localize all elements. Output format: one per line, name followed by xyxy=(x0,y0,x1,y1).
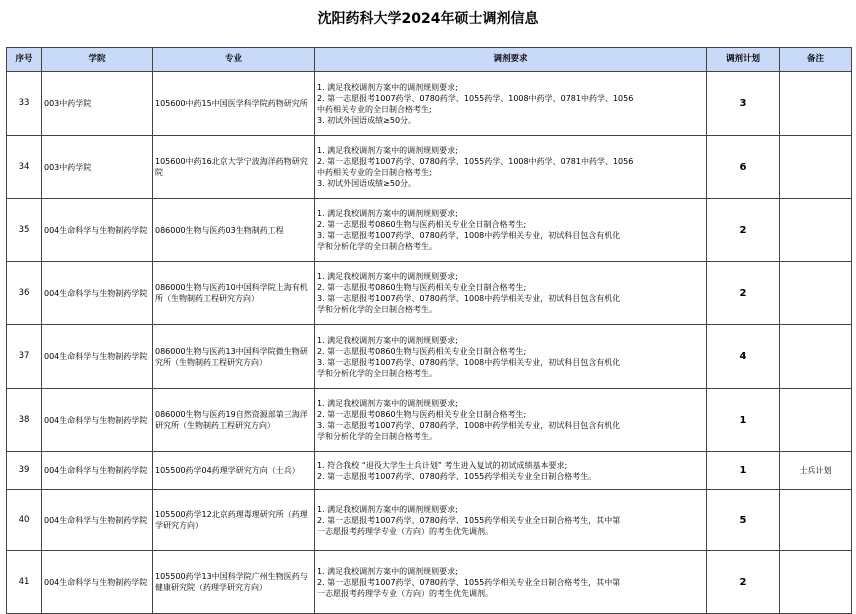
requirement-line: 3. 第一志愿报考1007药学、0780药学、1008中药学相关专业，初试科目包含有机化 xyxy=(317,421,621,430)
requirement-line: 2. 第一志愿报考1007药学、0780药学、1055药学相关专业全日制合格考生。 xyxy=(317,471,597,481)
requirement-line: 1. 满足我校调剂方案中的调剂规则要求; xyxy=(317,82,458,92)
major-cell: 105600中药15中国医学科学院药物研究所 xyxy=(153,72,315,136)
table-body xyxy=(7,72,852,614)
major-cell: 105500药学04药理学研究方向（士兵） xyxy=(153,452,315,490)
table-row xyxy=(7,136,852,199)
major-cell: 105600中药16北京大学宁波海洋药物研究院 xyxy=(153,136,315,199)
table-row xyxy=(7,389,852,452)
adjustment-table xyxy=(6,47,852,614)
table-row xyxy=(7,325,852,389)
note-cell xyxy=(780,136,852,199)
row-number: 33 xyxy=(7,72,42,136)
major-cell: 086000生物与医药13中国科学院微生物研究所（生物制药工程研究方向） xyxy=(153,325,315,389)
requirement-line: 一志愿报考药理学专业（方向）的考生优先调剂。 xyxy=(317,588,493,598)
major-cell: 105500药学12北京药理毒理研究所（药理学研究方向） xyxy=(153,490,315,551)
header-no: 序号 xyxy=(7,48,42,72)
requirement-line: 1. 符合我校 “退役大学生士兵计划” 考生进入复试的初试成绩基本要求; xyxy=(317,460,568,470)
requirement-line: 1. 满足我校调剂方案中的调剂规则要求; xyxy=(317,146,458,155)
college-cell: 004生命科学与生物制药学院 xyxy=(42,551,153,614)
row-number: 37 xyxy=(7,325,42,389)
plan-count: 2 xyxy=(707,551,780,614)
header-note: 备注 xyxy=(780,48,852,72)
table-row xyxy=(7,490,852,551)
requirement-line: 3. 第一志愿报考1007药学、0780药学、1008中药学相关专业，初试科目包含有机化 xyxy=(317,294,621,303)
requirement-line: 3. 第一志愿报考1007药学、0780药学、1008中药学相关专业，初试科目包含有机化 xyxy=(317,357,621,367)
requirement-line: 1. 满足我校调剂方案中的调剂规则要求; xyxy=(317,209,458,218)
requirement-line: 2. 第一志愿报考0860生物与医药相关专业全日制合格考生; xyxy=(317,220,527,229)
row-number: 39 xyxy=(7,452,42,490)
requirement-line: 一志愿报考药理学专业（方向）的考生优先调剂。 xyxy=(317,526,493,536)
note-cell xyxy=(780,490,852,551)
header-major: 专业 xyxy=(153,48,315,72)
requirement-line: 1. 满足我校调剂方案中的调剂规则要求; xyxy=(317,335,458,345)
table-row xyxy=(7,262,852,325)
header-plan: 调剂计划 xyxy=(707,48,780,72)
requirement-line: 1. 满足我校调剂方案中的调剂规则要求; xyxy=(317,272,458,281)
college-cell: 004生命科学与生物制药学院 xyxy=(42,262,153,325)
row-number: 36 xyxy=(7,262,42,325)
header-college: 学院 xyxy=(42,48,153,72)
note-cell xyxy=(780,199,852,262)
requirement-line: 学和分析化学的全日制合格考生。 xyxy=(317,305,437,314)
row-number: 38 xyxy=(7,389,42,452)
requirements-cell xyxy=(315,72,707,136)
requirement-line: 3. 第一志愿报考1007药学、0780药学、1008中药学相关专业，初试科目包含有机化 xyxy=(317,231,621,240)
plan-count: 1 xyxy=(707,452,780,490)
college-cell: 003中药学院 xyxy=(42,72,153,136)
table-header-row xyxy=(7,48,852,72)
note-cell xyxy=(780,72,852,136)
college-cell: 004生命科学与生物制药学院 xyxy=(42,325,153,389)
requirement-line: 2. 第一志愿报考1007药学、0780药学、1055药学、1008中药学、0781中药学、1056 xyxy=(317,93,634,103)
plan-count: 3 xyxy=(707,72,780,136)
requirements-cell xyxy=(315,325,707,389)
requirement-line: 3. 初试外国语成绩≥50分。 xyxy=(317,179,417,188)
requirements-cell xyxy=(315,199,707,262)
requirements-cell xyxy=(315,136,707,199)
plan-count: 5 xyxy=(707,490,780,551)
requirement-line: 2. 第一志愿报考1007药学、0780药学、1055药学相关专业全日制合格考生，其中第 xyxy=(317,577,621,587)
requirement-line: 2. 第一志愿报考0860生物与医药相关专业全日制合格考生; xyxy=(317,346,527,356)
requirement-line: 2. 第一志愿报考1007药学、0780药学、1055药学、1008中药学、0781中药学、1056 xyxy=(317,157,634,166)
requirements-cell xyxy=(315,389,707,452)
requirement-line: 2. 第一志愿报考0860生物与医药相关专业全日制合格考生; xyxy=(317,410,527,419)
requirements-cell xyxy=(315,490,707,551)
requirements-cell xyxy=(315,551,707,614)
requirement-line: 1. 满足我校调剂方案中的调剂规则要求; xyxy=(317,504,458,514)
row-number: 35 xyxy=(7,199,42,262)
plan-count: 2 xyxy=(707,199,780,262)
college-cell: 004生命科学与生物制药学院 xyxy=(42,490,153,551)
plan-count: 4 xyxy=(707,325,780,389)
header-requirements: 调剂要求 xyxy=(315,48,707,72)
table-row xyxy=(7,72,852,136)
requirement-line: 2. 第一志愿报考0860生物与医药相关专业全日制合格考生; xyxy=(317,283,527,292)
page-title: 沈阳药科大学2024年硕士调剂信息 xyxy=(317,11,539,27)
table-row xyxy=(7,551,852,614)
requirement-line: 1. 满足我校调剂方案中的调剂规则要求; xyxy=(317,566,458,576)
requirement-line: 中药相关专业的全日制合格考生; xyxy=(317,168,432,177)
requirements-cell xyxy=(315,452,707,490)
college-cell: 003中药学院 xyxy=(42,136,153,199)
note-cell xyxy=(780,551,852,614)
requirement-line: 学和分析化学的全日制合格考生。 xyxy=(317,432,437,441)
major-cell: 086000生物与医药19自然资源部第三海洋研究所（生物制药工程研究方向） xyxy=(153,389,315,452)
requirement-line: 1. 满足我校调剂方案中的调剂规则要求; xyxy=(317,399,458,408)
row-number: 40 xyxy=(7,490,42,551)
major-cell: 086000生物与医药10中国科学院上海有机所（生物制药工程研究方向） xyxy=(153,262,315,325)
requirement-line: 3. 初试外国语成绩≥50分。 xyxy=(317,115,417,125)
major-cell: 105500药学13中国科学院广州生物医药与健康研究院（药理学研究方向） xyxy=(153,551,315,614)
major-cell: 086000生物与医药03生物制药工程 xyxy=(153,199,315,262)
college-cell: 004生命科学与生物制药学院 xyxy=(42,389,153,452)
requirement-line: 中药相关专业的全日制合格考生; xyxy=(317,104,432,114)
row-number: 34 xyxy=(7,136,42,199)
table-row xyxy=(7,199,852,262)
note-cell xyxy=(780,262,852,325)
requirements-cell xyxy=(315,262,707,325)
plan-count: 6 xyxy=(707,136,780,199)
row-number: 41 xyxy=(7,551,42,614)
note-cell xyxy=(780,325,852,389)
plan-count: 1 xyxy=(707,389,780,452)
requirement-line: 2. 第一志愿报考1007药学、0780药学、1055药学相关专业全日制合格考生，其中第 xyxy=(317,515,621,525)
note-cell: 士兵计划 xyxy=(780,452,852,490)
college-cell: 004生命科学与生物制药学院 xyxy=(42,199,153,262)
table-row xyxy=(7,452,852,490)
note-cell xyxy=(780,389,852,452)
college-cell: 004生命科学与生物制药学院 xyxy=(42,452,153,490)
requirement-line: 学和分析化学的全日制合格考生。 xyxy=(317,368,437,378)
requirement-line: 学和分析化学的全日制合格考生。 xyxy=(317,242,437,251)
plan-count: 2 xyxy=(707,262,780,325)
